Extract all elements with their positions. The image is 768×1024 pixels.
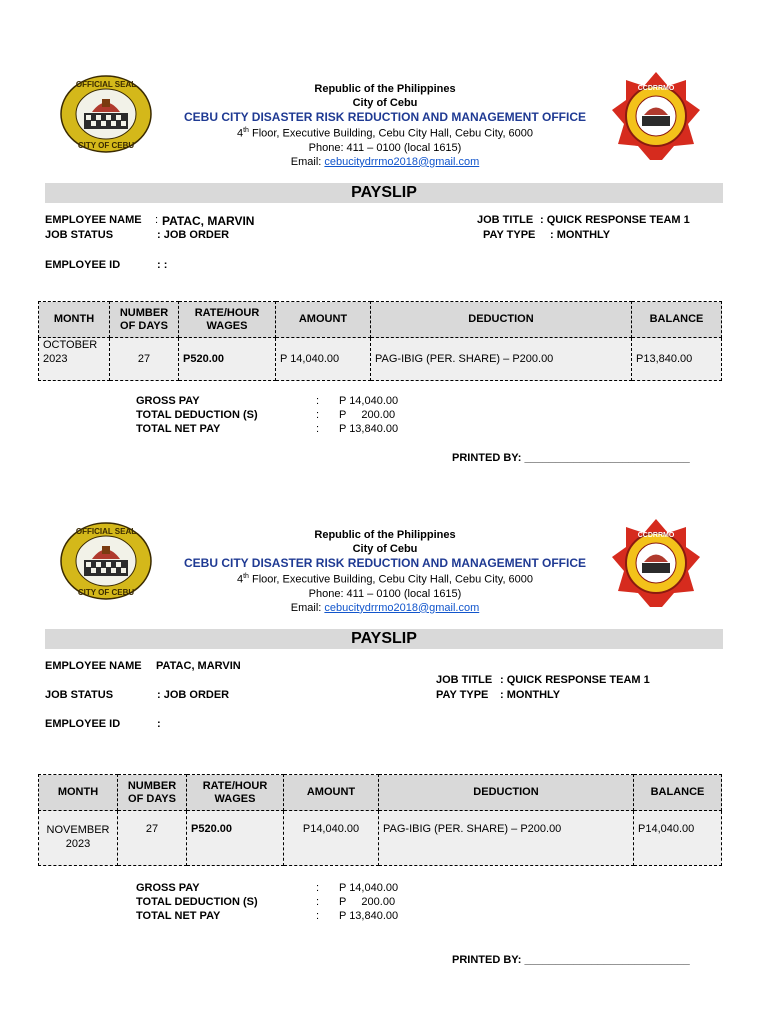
job-title-label: JOB TITLE — [436, 674, 493, 686]
pay-summary — [136, 394, 436, 438]
email-link[interactable]: cebucitydrrmo2018@gmail.com — [324, 601, 480, 614]
employee-id-value: : — [157, 718, 161, 730]
job-title-value: : QUICK RESPONSE TEAM 1 — [500, 674, 650, 686]
col-amount: AMOUNT — [276, 302, 371, 338]
letterhead — [160, 82, 610, 169]
logo-text-top: CCDRRMO — [637, 532, 675, 539]
seal-text-top: OFFICIAL SEAL — [75, 527, 137, 536]
cell-days: 27 — [110, 338, 179, 381]
seal-text-top: OFFICIAL SEAL — [75, 80, 137, 89]
office-name: CEBU CITY DISASTER RISK REDUCTION AND MANAGEMENT OFFICE — [183, 110, 586, 124]
employee-id-label: EMPLOYEE ID — [45, 718, 121, 730]
employee-name-value: PATAC, MARVIN — [156, 660, 241, 672]
col-amount: AMOUNT — [284, 775, 379, 811]
job-title-label: JOB TITLE — [477, 214, 534, 226]
pay-type-value: : MONTHLY — [550, 229, 611, 241]
payslip-title: PAYSLIP — [45, 183, 723, 203]
payslip-title: PAYSLIP — [45, 629, 723, 649]
employee-id-value: : : — [157, 259, 168, 271]
col-rate: RATE/HOUR WAGES — [179, 302, 276, 338]
seal-text-bottom: CITY OF CEBU — [77, 588, 135, 597]
job-status-value: : JOB ORDER — [157, 229, 230, 241]
summary-deduction: TOTAL DEDUCTION (S) : P 200.00 — [136, 409, 396, 421]
employee-id-label: EMPLOYEE ID — [45, 259, 121, 271]
email-line: Email: cebucitydrrmo2018@gmail.com — [290, 601, 480, 614]
city-line: City of Cebu — [352, 97, 418, 109]
col-days: NUMBER OF DAYS — [110, 302, 179, 338]
employee-name-separator: : — [155, 214, 159, 226]
official-seal-icon — [60, 75, 152, 153]
cell-amount: P 14,040.00 — [276, 338, 371, 381]
phone-line: Phone: 411 – 0100 (local 1615) — [308, 587, 462, 600]
job-status-value: : JOB ORDER — [157, 689, 230, 701]
job-status-label: JOB STATUS — [45, 689, 114, 701]
cell-month: NOVEMBER 2023 — [39, 811, 118, 866]
cell-deduction: PAG-IBIG (PER. SHARE) – P200.00 — [371, 338, 632, 381]
cell-days: 27 — [118, 811, 187, 866]
phone-line: Phone: 411 – 0100 (local 1615) — [308, 141, 462, 154]
printed-by: PRINTED BY: ___________________________ — [452, 452, 690, 464]
pay-table — [38, 301, 722, 381]
cell-amount: P14,040.00 — [284, 811, 379, 866]
seal-text-bottom: CITY OF CEBU — [77, 141, 135, 150]
address-line: 4th Floor, Executive Building, Cebu City Hall, Cebu City, 6000 — [236, 573, 534, 586]
col-month: MONTH — [39, 775, 118, 811]
ccdrrmo-logo-icon — [610, 517, 702, 609]
job-status-label: JOB STATUS — [45, 229, 114, 241]
pay-table — [38, 774, 722, 866]
letterhead — [160, 528, 610, 615]
cell-month: OCTOBER 2023 — [39, 338, 110, 381]
pay-summary — [136, 881, 436, 925]
printed-by: PRINTED BY: ___________________________ — [452, 954, 690, 966]
col-balance: BALANCE — [634, 775, 722, 811]
col-days: NUMBER OF DAYS — [118, 775, 187, 811]
office-name: CEBU CITY DISASTER RISK REDUCTION AND MANAGEMENT OFFICE — [183, 556, 586, 570]
summary-net: TOTAL NET PAY : P 13,840.00 — [136, 423, 399, 435]
cell-balance: P14,040.00 — [634, 811, 722, 866]
pay-type-label: PAY TYPE — [436, 689, 489, 701]
col-month: MONTH — [39, 302, 110, 338]
employee-name-label: EMPLOYEE NAME — [45, 214, 142, 226]
cell-deduction: PAG-IBIG (PER. SHARE) – P200.00 — [379, 811, 634, 866]
col-balance: BALANCE — [632, 302, 722, 338]
official-seal-icon — [60, 522, 152, 600]
email-link[interactable]: cebucitydrrmo2018@gmail.com — [324, 155, 480, 168]
employee-name-label: EMPLOYEE NAME — [45, 660, 142, 672]
summary-net: TOTAL NET PAY : P 13,840.00 — [136, 910, 399, 922]
job-title-value: : QUICK RESPONSE TEAM 1 — [540, 214, 690, 226]
table-row — [39, 811, 722, 866]
cell-rate: P520.00 — [187, 811, 284, 866]
pay-type-label: PAY TYPE — [483, 229, 536, 241]
summary-gross: GROSS PAY : P 14,040.00 — [136, 882, 399, 894]
address-line: 4th Floor, Executive Building, Cebu City Hall, Cebu City, 6000 — [236, 127, 534, 140]
summary-deduction: TOTAL DEDUCTION (S) : P 200.00 — [136, 896, 396, 908]
email-line: Email: cebucitydrrmo2018@gmail.com — [290, 155, 480, 168]
summary-gross: GROSS PAY : P 14,040.00 — [136, 395, 399, 407]
employee-name-value: PATAC, MARVIN — [162, 214, 255, 228]
col-rate: RATE/HOUR WAGES — [187, 775, 284, 811]
republic-line: Republic of the Philippines — [314, 83, 456, 95]
col-deduction: DEDUCTION — [371, 302, 632, 338]
logo-text-top: CCDRRMO — [637, 85, 675, 92]
cell-balance: P13,840.00 — [632, 338, 722, 381]
republic-line: Republic of the Philippines — [314, 529, 456, 541]
pay-type-value: : MONTHLY — [500, 689, 561, 701]
col-deduction: DEDUCTION — [379, 775, 634, 811]
cell-rate: P520.00 — [179, 338, 276, 381]
city-line: City of Cebu — [352, 543, 418, 555]
table-row — [39, 338, 722, 381]
ccdrrmo-logo-icon — [610, 70, 702, 162]
